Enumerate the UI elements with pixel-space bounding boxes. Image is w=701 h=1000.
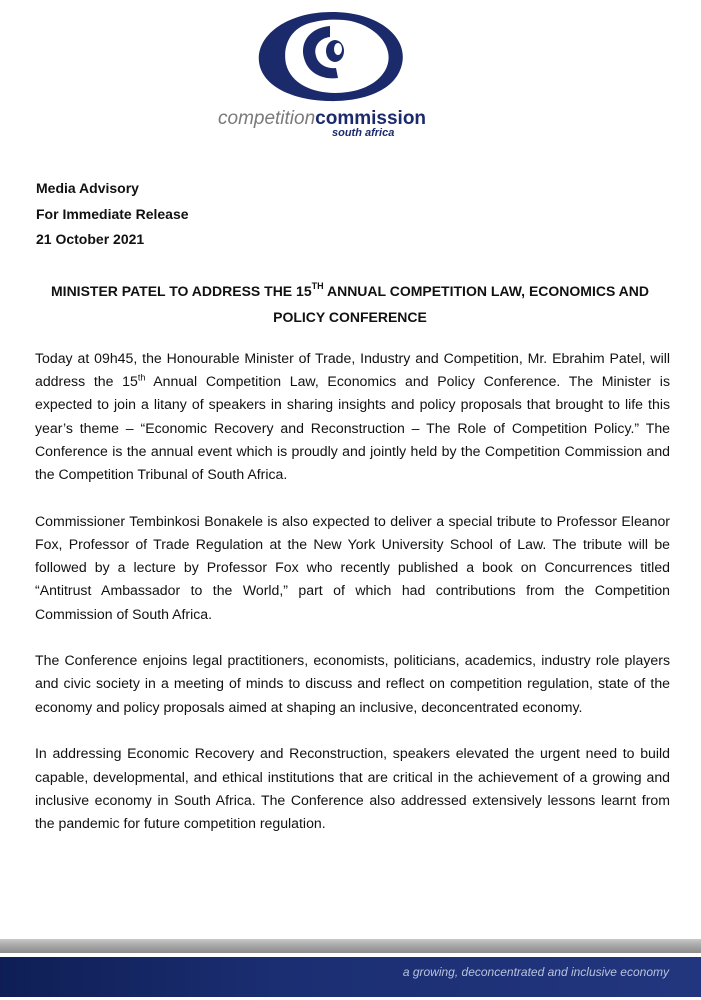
release-type: For Immediate Release [36, 205, 189, 222]
advisory-headline [30, 278, 670, 330]
advisory-body [35, 347, 670, 859]
advisory-type: Media Advisory [36, 180, 139, 196]
paragraph-2: Commissioner Tembinkosi Bonakele is also expected to deliver a special tribute to Professor Eleanor Fox, Professor of Trade Regulation at the New York University School of Law. The tribute will be followed by a lecture by Professor Fox who recently published a book on Concurrences titled “Antitrust Ambassador to the World,” part of which had contributions from the Competition Commission of South Africa. [35, 512, 670, 622]
paragraph-1-a: Today at 09h45, the Honourable Minister of Trade, Industry and Competition, Mr. Ebrahim Patel, will address the 15 [35, 350, 670, 390]
headline-part1: MINISTER PATEL TO ADDRESS THE 15 [51, 283, 312, 299]
logo-subtitle: south africa [332, 127, 395, 139]
logo-word-competition: competition [218, 108, 316, 129]
footer-grey-band [0, 939, 701, 953]
paragraph-1 [35, 347, 670, 486]
headline-superscript: TH [311, 281, 324, 292]
paragraph-3: The Conference enjoins legal practitioners, economists, politicians, academics, industry role players and civic society in a meeting of minds to discuss and reflect on competition regulation, state of the economy and policy proposals aimed at shaping an inclusive, deconcentrated economy. [35, 652, 670, 715]
advisory-date: 21 October 2021 [36, 231, 145, 247]
paragraph-4: In addressing Economic Recovery and Reconstruction, speakers elevated the urgent need to build capable, developmental, and ethical institutions that are critical in the achievement of a growing and inclusive economy in South Africa. The Conference also addressed extensively lessons learnt from the pandemic for future competition regulation. [35, 745, 670, 831]
paragraph-1-b: Annual Competition Law, Economics and Policy Conference. The Minister is expected to join a litany of speakers in sharing insights and policy proposals that brought to life this year’s theme – “Economic Recovery and Reconstruction – The Role of Competition Policy.” The Conference is the annual event which is proudly and jointly held by the Competition Commission and the Competition Tribunal of South Africa. [35, 373, 670, 483]
letterhead-logo [0, 0, 701, 150]
headline-part2: ANNUAL COMPETITION LAW, ECONOMICS AND POLICY CONFERENCE [273, 283, 649, 325]
footer-blue-band [0, 957, 701, 997]
logo-word-commission: commission [315, 108, 427, 129]
paragraph-1-superscript: th [137, 372, 146, 383]
footer-tagline: a growing, deconcentrated and inclusive economy [402, 965, 669, 979]
advisory-meta [36, 176, 189, 253]
competition-commission-logo-icon [252, 8, 412, 104]
